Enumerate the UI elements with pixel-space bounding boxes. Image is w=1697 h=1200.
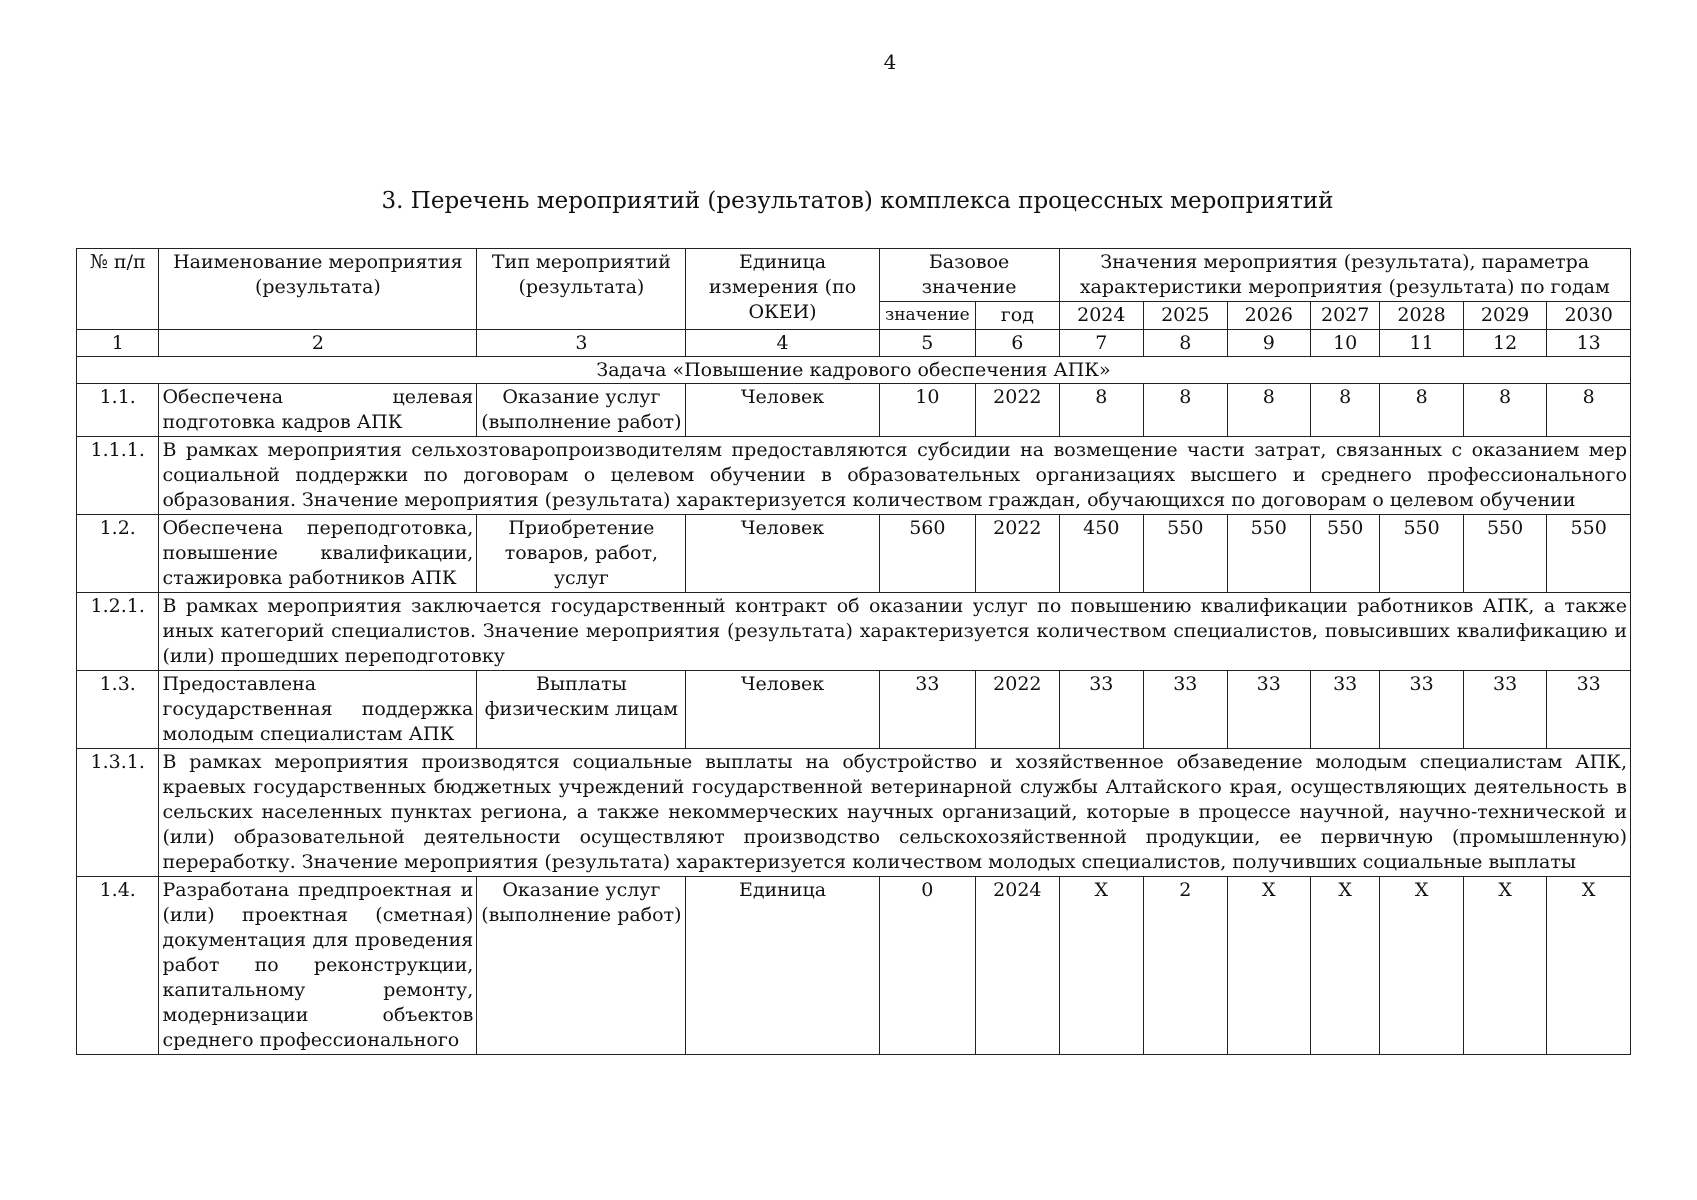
row-value: 8 xyxy=(1380,384,1463,437)
column-index: 5 xyxy=(879,330,976,357)
measures-table xyxy=(76,248,1631,1055)
row-unit: Человек xyxy=(686,384,879,437)
row-value: 8 xyxy=(1059,384,1143,437)
row-value: X xyxy=(1547,877,1631,1055)
header-base: Базовое значение xyxy=(879,249,1059,302)
row-unit: Человек xyxy=(686,515,879,593)
row-value: 2 xyxy=(1144,877,1227,1055)
row-description: В рамках мероприятия заключается государственный контракт об оказании услуг по повышению квалификации работников АПК, а также иных категорий специалистов. Значение мероприятия (результата) характеризуется количеством специалистов, повысивших квалификацию и (или) прошедших переподготовку xyxy=(159,593,1631,671)
row-type: Выплаты физическим лицам xyxy=(477,671,686,749)
row-num: 1.2.1. xyxy=(77,593,159,671)
row-value: 550 xyxy=(1547,515,1631,593)
column-index: 2 xyxy=(159,330,477,357)
row-value: X xyxy=(1310,877,1379,1055)
row-value: 33 xyxy=(1144,671,1227,749)
row-value: 550 xyxy=(1463,515,1546,593)
row-value: 550 xyxy=(1380,515,1463,593)
row-unit: Человек xyxy=(686,671,879,749)
header-type: Тип мероприятий (результата) xyxy=(477,249,686,330)
row-value: 8 xyxy=(1144,384,1227,437)
row-value: 8 xyxy=(1310,384,1379,437)
column-index: 11 xyxy=(1380,330,1463,357)
description-row xyxy=(77,593,1631,671)
row-value: 33 xyxy=(1059,671,1143,749)
header-base-value: значение xyxy=(879,302,976,330)
table-row xyxy=(77,515,1631,593)
row-value: 33 xyxy=(1227,671,1310,749)
row-type: Оказание услуг (выполнение работ) xyxy=(477,877,686,1055)
column-index: 3 xyxy=(477,330,686,357)
header-base-year: год xyxy=(976,302,1059,330)
header-year: 2030 xyxy=(1547,302,1631,330)
row-value: 8 xyxy=(1227,384,1310,437)
table-row xyxy=(77,671,1631,749)
header-name: Наименование мероприятия (результата) xyxy=(159,249,477,330)
row-base-year: 2024 xyxy=(976,877,1059,1055)
column-index: 4 xyxy=(686,330,879,357)
row-value: X xyxy=(1463,877,1546,1055)
header-year: 2024 xyxy=(1059,302,1143,330)
row-base-value: 0 xyxy=(879,877,976,1055)
row-num: 1.2. xyxy=(77,515,159,593)
row-base-value: 10 xyxy=(879,384,976,437)
column-index: 13 xyxy=(1547,330,1631,357)
row-value: 550 xyxy=(1227,515,1310,593)
row-name: Обеспечена целевая подготовка кадров АПК xyxy=(159,384,477,437)
header-year: 2028 xyxy=(1380,302,1463,330)
document-title: 3. Перечень мероприятий (результатов) комплекса процессных мероприятий xyxy=(381,188,1334,214)
row-name: Разработана предпроектная и (или) проектная (сметная) документация для проведения работ по реконструкции, капитальному ремонту, модернизации объектов среднего профессионального xyxy=(159,877,477,1055)
row-num: 1.1. xyxy=(77,384,159,437)
column-index: 7 xyxy=(1059,330,1143,357)
row-name: Предоставлена государственная поддержка молодым специалистам АПК xyxy=(159,671,477,749)
row-unit: Единица xyxy=(686,877,879,1055)
column-index: 9 xyxy=(1227,330,1310,357)
column-index: 12 xyxy=(1463,330,1546,357)
table-row xyxy=(77,384,1631,437)
description-row xyxy=(77,437,1631,515)
row-name: Обеспечена переподготовка, повышение квалификации, стажировка работников АПК xyxy=(159,515,477,593)
row-base-year: 2022 xyxy=(976,671,1059,749)
column-index: 6 xyxy=(976,330,1059,357)
row-value: 33 xyxy=(1310,671,1379,749)
task-title: Задача «Повышение кадрового обеспечения АПК» xyxy=(77,357,1631,384)
row-num: 1.4. xyxy=(77,877,159,1055)
row-num: 1.3.1. xyxy=(77,749,159,877)
row-value: 8 xyxy=(1463,384,1546,437)
row-base-year: 2022 xyxy=(976,384,1059,437)
row-value: 450 xyxy=(1059,515,1143,593)
page-number: 4 xyxy=(883,50,897,74)
row-value: 8 xyxy=(1547,384,1631,437)
row-num: 1.1.1. xyxy=(77,437,159,515)
table-row xyxy=(77,877,1631,1055)
description-row xyxy=(77,749,1631,877)
header-num: № п/п xyxy=(77,249,159,330)
column-index: 10 xyxy=(1310,330,1379,357)
header-unit: Единица измерения (по ОКЕИ) xyxy=(686,249,879,330)
row-description: В рамках мероприятия производятся социальные выплаты на обустройство и хозяйственное обзаведение молодым специалистам АПК, краевых государственных бюджетных учреждений государственной ветеринарной службы Алтайского края, осуществляющих деятельность в сельских населенных пунктах региона, а также некоммерческих научных организаций, которые в процессе научной, научно-технической и (или) образовательной деятельности осуществляют производство сельскохозяйственной продукции, ее первичную (промышленную) переработку. Значение мероприятия (результата) характеризуется количеством молодых специалистов, получивших социальные выплаты xyxy=(159,749,1631,877)
row-value: 33 xyxy=(1463,671,1546,749)
task-row xyxy=(77,357,1631,384)
row-value: 33 xyxy=(1380,671,1463,749)
row-description: В рамках мероприятия сельхозтоваропроизводителям предоставляются субсидии на возмещение части затрат, связанных с оказанием мер социальной поддержки по договорам о целевом обучении в образовательных организациях высшего и среднего профессионального образования. Значение мероприятия (результата) характеризуется количеством граждан, обучающихся по договорам о целевом обучении xyxy=(159,437,1631,515)
row-base-value: 560 xyxy=(879,515,976,593)
header-values: Значения мероприятия (результата), параметра характеристики мероприятия (результата) по годам xyxy=(1059,249,1630,302)
row-type: Приобретение товаров, работ, услуг xyxy=(477,515,686,593)
row-value: 33 xyxy=(1547,671,1631,749)
column-index: 8 xyxy=(1144,330,1227,357)
row-value: X xyxy=(1227,877,1310,1055)
column-index-row xyxy=(77,330,1631,357)
column-index: 1 xyxy=(77,330,159,357)
row-base-value: 33 xyxy=(879,671,976,749)
row-value: X xyxy=(1380,877,1463,1055)
row-type: Оказание услуг (выполнение работ) xyxy=(477,384,686,437)
row-value: 550 xyxy=(1144,515,1227,593)
row-value: X xyxy=(1059,877,1143,1055)
header-year: 2029 xyxy=(1463,302,1546,330)
header-year: 2026 xyxy=(1227,302,1310,330)
row-base-year: 2022 xyxy=(976,515,1059,593)
row-num: 1.3. xyxy=(77,671,159,749)
header-year: 2027 xyxy=(1310,302,1379,330)
header-year: 2025 xyxy=(1144,302,1227,330)
row-value: 550 xyxy=(1310,515,1379,593)
